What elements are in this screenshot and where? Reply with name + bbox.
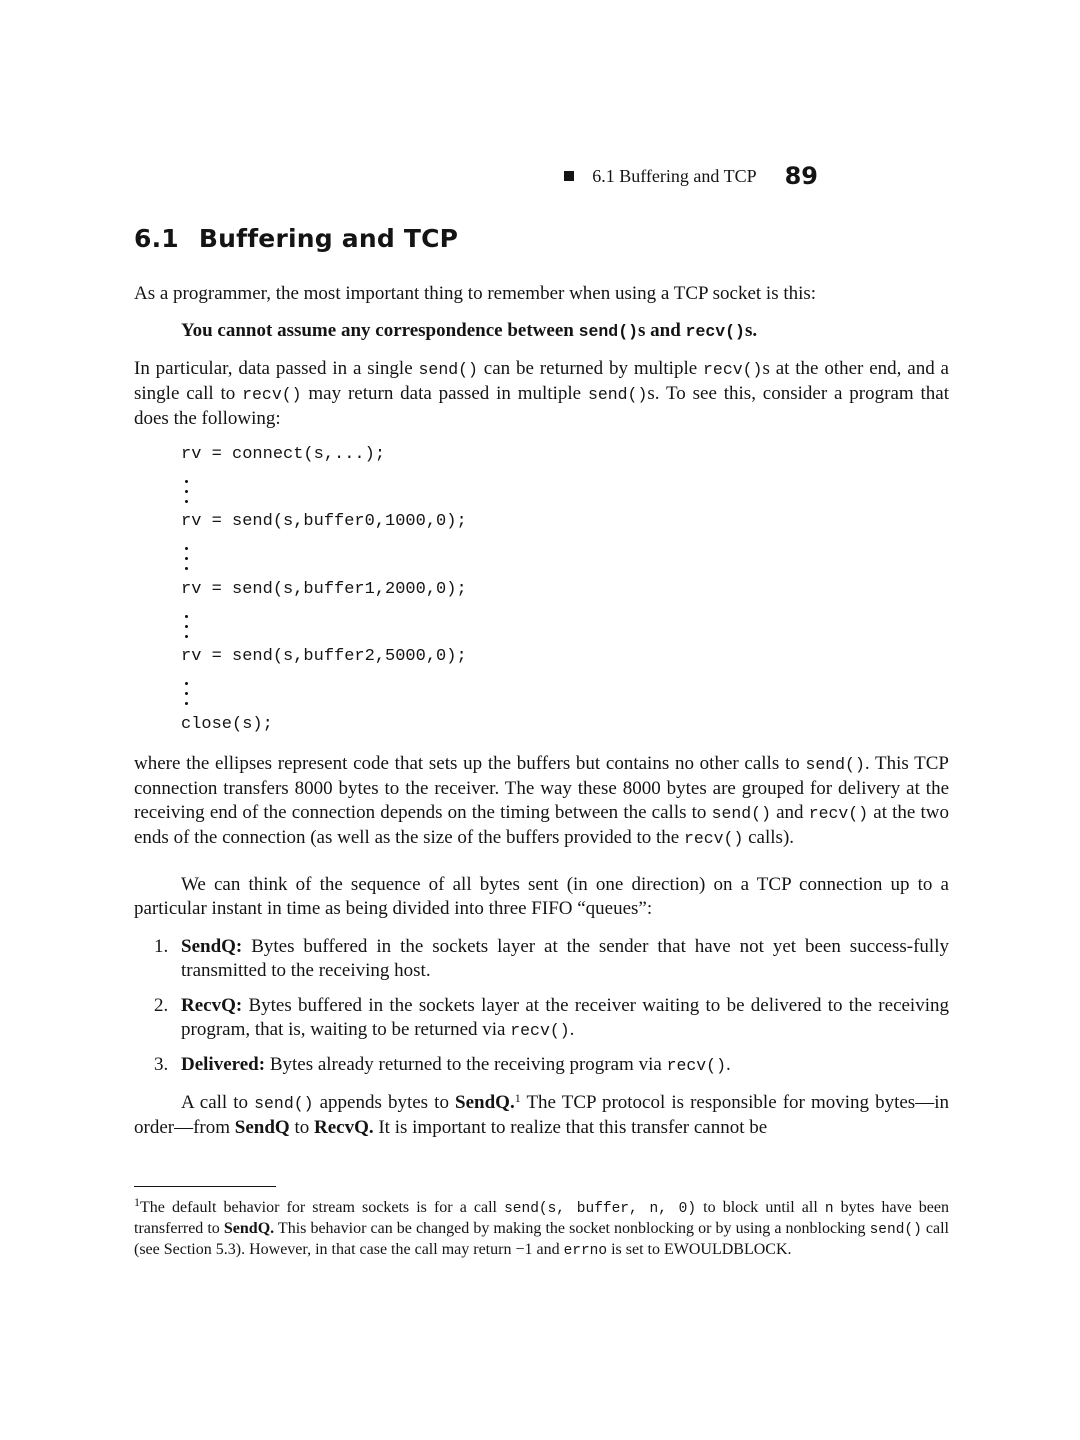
paragraph-4: We can think of the sequence of all bytes sent (in one direction) on a TCP connection up to a particular instant in time as being divided into three FIFO “queues”: [134, 874, 949, 919]
code-line: rv = send(s,buffer1,2000,0); [181, 580, 467, 599]
text-run: s at the other end, and a single call to [134, 358, 949, 404]
inline-code: send() [805, 755, 865, 774]
text-run: to [289, 1117, 314, 1138]
list-item-text [181, 935, 949, 984]
code-line: rv = send(s,buffer2,5000,0); [181, 647, 467, 666]
text-run: This behavior can be changed by making the socket nonblocking or by using a nonblocking [274, 1220, 870, 1237]
footnote-marker: 1 [514, 1091, 521, 1105]
inline-code: send() [587, 385, 648, 404]
footnote-divider [134, 1186, 276, 1187]
inline-code: recv() [703, 360, 763, 379]
ellipsis-dots [185, 682, 188, 712]
running-head-section: 6.1 Buffering and TCP [592, 165, 757, 186]
intro-paragraph: As a programmer, the most important thing to remember when using a TCP socket is this: [134, 283, 817, 304]
square-bullet-icon [564, 171, 574, 181]
text-run: s. [744, 320, 758, 341]
list-number: 3. [154, 1054, 169, 1075]
list-item [154, 935, 949, 984]
text-run: bytes have been transferred to [134, 1199, 950, 1237]
text-run: is set to EWOULDBLOCK. [607, 1241, 792, 1258]
text-run: s. To see this, consider a program that does the following: [134, 383, 949, 429]
text-run: The TCP protocol is responsible for moving bytes—in order—from [134, 1092, 949, 1138]
bold-term: SendQ. [223, 1220, 275, 1237]
text-run: It is important to realize that this transfer cannot be [373, 1117, 768, 1138]
running-head [564, 160, 818, 192]
page-number: 89 [784, 162, 818, 190]
inline-code: recv() [685, 322, 745, 341]
text-run: . This TCP connection transfers 8000 bytes to the receiver. The way these 8000 bytes are grouped for delivery at the receiving end of the connection depends on the timing between the calls to [134, 753, 949, 823]
bold-term: RecvQ. [313, 1117, 374, 1138]
inline-code: recv() [242, 385, 302, 404]
text-run: A call to [181, 1092, 255, 1113]
text-run: The default behavior for stream sockets is for a call [140, 1199, 505, 1216]
inline-code: send() [869, 1222, 922, 1238]
text-run: s and [638, 320, 686, 341]
code-line: rv = connect(s,...); [181, 445, 386, 464]
inline-code: errno [563, 1243, 608, 1259]
list-item-text [181, 994, 949, 1043]
ellipsis-dots [185, 480, 188, 510]
paragraph-2 [134, 357, 949, 431]
text-run: Bytes buffered in the sockets layer at the receiver waiting to be delivered to the receiving program, that is, waiting to be returned via [181, 995, 949, 1040]
text-run: appends bytes to [313, 1092, 456, 1113]
list-item [154, 994, 949, 1043]
list-number: 1. [154, 936, 169, 957]
list-number: 2. [154, 995, 169, 1016]
inline-code: send() [578, 322, 639, 341]
list-term: RecvQ: [181, 995, 243, 1016]
inline-code: send() [711, 804, 771, 823]
text-run: Bytes already returned to the receiving program via [265, 1054, 667, 1075]
inline-code: send() [254, 1094, 314, 1113]
inline-code: send(s, buffer, n, 0) [504, 1201, 697, 1217]
key-statement [181, 319, 949, 344]
bold-term: SendQ. [455, 1092, 515, 1113]
inline-code: recv() [808, 804, 869, 823]
list-term: Delivered: [181, 1054, 266, 1075]
section-number: 6.1 [134, 224, 179, 253]
code-line: rv = send(s,buffer0,1000,0); [181, 512, 467, 531]
section-title-text: Buffering and TCP [198, 224, 459, 253]
inline-code: recv() [666, 1056, 726, 1075]
text-run: at the two ends of the connection (as well as the size of the buffers provided to the [134, 802, 949, 848]
list-item-text [181, 1053, 949, 1078]
bold-term: SendQ [234, 1117, 290, 1138]
footnote [134, 1195, 950, 1261]
text-run: may return data passed in multiple [301, 383, 588, 404]
text-run: and [770, 802, 809, 823]
code-line: close(s); [181, 715, 273, 734]
paragraph-3 [134, 752, 949, 851]
text-run: You cannot assume any correspondence between [181, 320, 579, 341]
inline-code: n [824, 1201, 834, 1217]
inline-code: send() [418, 360, 478, 379]
text-run: call (see Section 5.3). However, in that case the call may return −1 and [134, 1220, 949, 1258]
paragraph-5 [134, 1091, 949, 1140]
section-title [134, 224, 458, 253]
list-item [154, 1053, 949, 1078]
inline-code: recv() [510, 1021, 570, 1040]
ellipsis-dots [185, 547, 188, 577]
text-run: . [569, 1019, 575, 1040]
list-term: SendQ: [181, 936, 243, 957]
text-run: calls). [743, 827, 795, 848]
text-run: Bytes buffered in the sockets layer at the sender that have not yet been success-fully transmitted to the receiving host. [181, 936, 949, 981]
text-run: to block until all [696, 1199, 825, 1216]
text-run: In particular, data passed in a single [134, 358, 419, 379]
footnote-number: 1 [134, 1195, 140, 1209]
inline-code: recv() [683, 829, 744, 848]
text-run: . [725, 1054, 731, 1075]
text-run: where the ellipses represent code that sets up the buffers but contains no other calls to [134, 753, 806, 774]
text-run: can be returned by multiple [477, 358, 704, 379]
ellipsis-dots [185, 615, 188, 645]
